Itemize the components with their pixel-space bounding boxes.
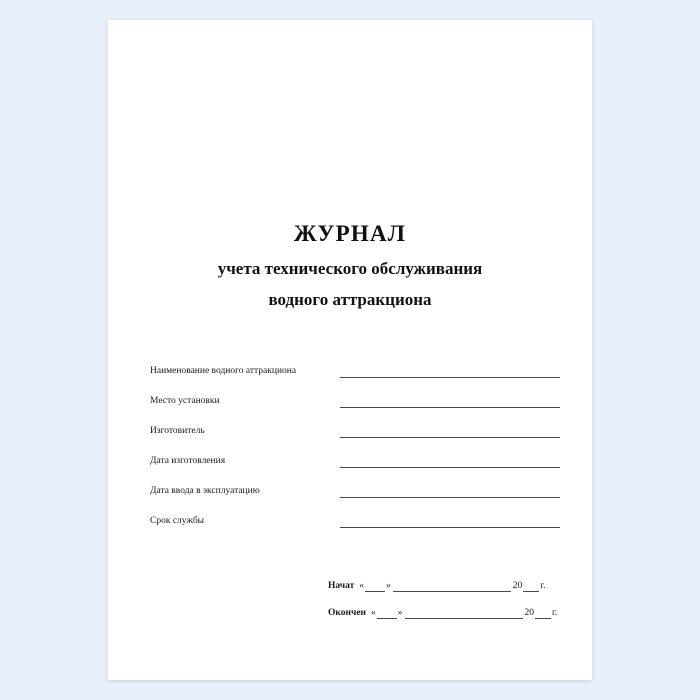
- quote-close-finished: »: [397, 608, 403, 618]
- footer-input-started-year[interactable]: [523, 580, 539, 592]
- quote-open-finished: «: [371, 608, 376, 618]
- page-title: ЖУРНАЛ: [293, 221, 407, 246]
- fields-section: [150, 348, 560, 528]
- field-input-manufacturer[interactable]: [340, 424, 560, 438]
- footer-year-suffix-finished: г.: [552, 608, 558, 618]
- footer-input-finished-day[interactable]: [377, 607, 397, 619]
- field-label-install-place: Место установки: [150, 396, 220, 406]
- footer-year-prefix-finished: 20: [524, 608, 535, 618]
- footer-label-started: Начат: [328, 581, 355, 591]
- document-page: [108, 20, 592, 680]
- quote-open-started: «: [359, 581, 365, 591]
- footer-input-finished-month[interactable]: [405, 607, 523, 619]
- field-label-commission-date: Дата ввода в эксплуатацию: [150, 486, 260, 496]
- field-row: [150, 498, 560, 528]
- footer-year-suffix-started: г.: [540, 581, 546, 591]
- footer-row-finished: [328, 592, 578, 619]
- field-row: [150, 378, 560, 408]
- field-label-service-life: Срок службы: [150, 516, 205, 526]
- field-row: [150, 438, 560, 468]
- field-label-attraction-name: Наименование водного аттракциона: [150, 366, 297, 376]
- title-block: [108, 220, 592, 311]
- quote-close-started: »: [386, 581, 391, 591]
- field-label-manufacture-date: Дата изготовления: [150, 456, 226, 466]
- field-label-manufacturer: Изготовитель: [150, 426, 205, 436]
- footer-dates-section: [328, 565, 578, 619]
- field-input-manufacture-date[interactable]: [340, 454, 560, 468]
- field-input-install-place[interactable]: [340, 394, 560, 408]
- field-input-service-life[interactable]: [340, 514, 560, 528]
- field-input-attraction-name[interactable]: [340, 364, 560, 378]
- field-row: [150, 408, 560, 438]
- footer-input-started-day[interactable]: [365, 580, 385, 592]
- footer-label-finished: Окончен: [328, 608, 367, 618]
- page-subtitle-line-2: водного аттракциона: [268, 289, 432, 309]
- footer-input-finished-year[interactable]: [535, 607, 551, 619]
- field-row: [150, 468, 560, 498]
- page-subtitle-line-1: учета технического обслуживания: [217, 258, 483, 278]
- field-input-commission-date[interactable]: [340, 484, 560, 498]
- footer-year-prefix-started: 20: [512, 581, 523, 591]
- footer-input-started-month[interactable]: [393, 580, 511, 592]
- field-row: [150, 348, 560, 378]
- footer-row-started: [328, 565, 578, 592]
